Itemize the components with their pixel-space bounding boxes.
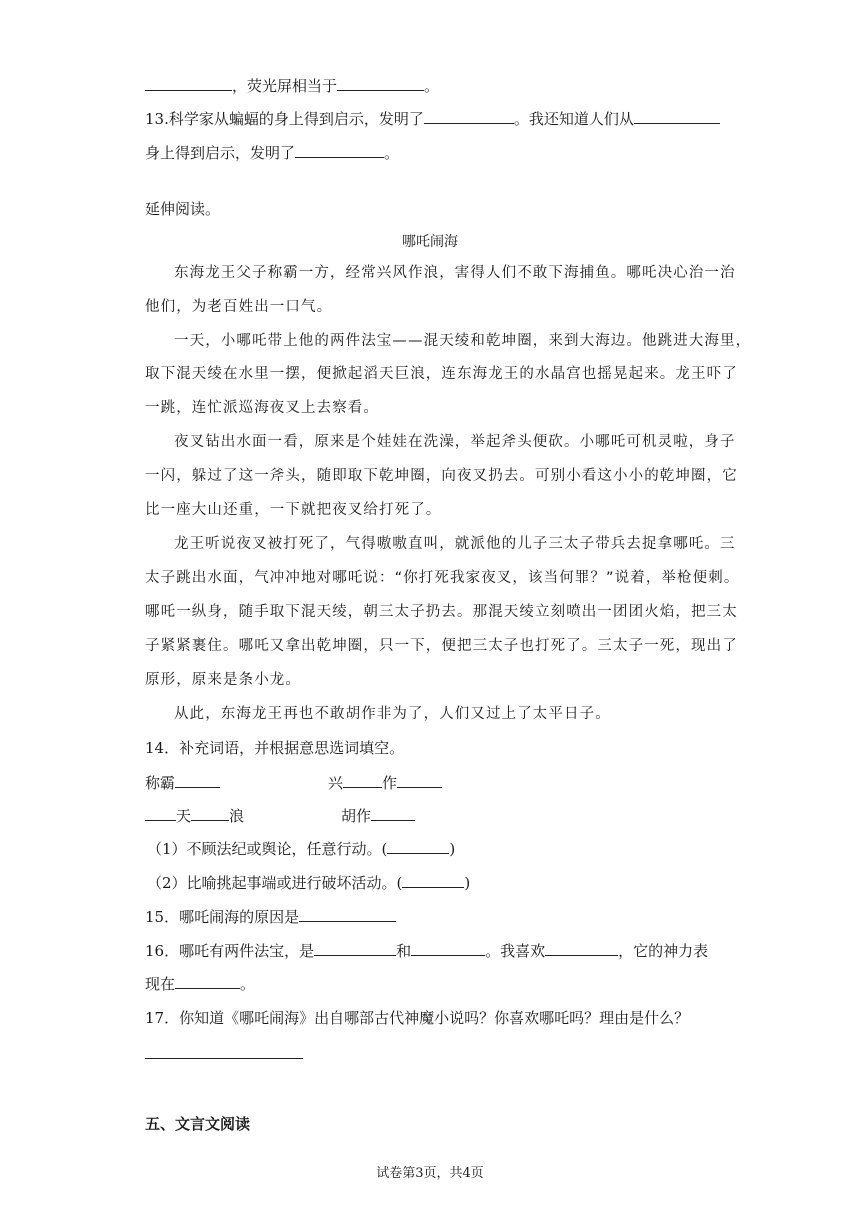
q14-blank-3[interactable] <box>397 772 442 788</box>
q12-blank-1[interactable] <box>145 75 232 91</box>
q14-blank-2[interactable] <box>343 772 382 788</box>
q13-line-2: 身上得到启示，发明了 。 <box>145 144 400 162</box>
q13-blank-2[interactable] <box>634 108 720 124</box>
story-p4-l4: 子紧紧裹住。哪吒又拿出乾坤圈，只一下，便把三太子也打死了。三太子一死，现出了 <box>145 638 738 654</box>
q12-blank-2[interactable] <box>337 75 424 91</box>
story-p2-l3: 一跳，连忙派巡海夜叉上去察看。 <box>145 400 379 416</box>
q14-item-1: （1）不顾法纪或舆论，任意行动。( ) <box>147 840 456 858</box>
q14-blank-6[interactable] <box>371 805 415 821</box>
story-p2-l1: 一天，小哪吒带上他的两件法宝——混天绫和乾坤圈，来到大海边。他跳进大海里， <box>174 333 752 349</box>
q12-text: ，荧光屏相当于 <box>232 77 338 95</box>
page-footer: 试卷第3页，共4页 <box>376 1166 484 1181</box>
q15-line: 15．哪吒闹海的原因是 <box>145 906 396 927</box>
q17-stem: 17．你知道《哪吒闹海》出自哪部古代神魔小说吗？你喜欢哪吒吗？理由是什么？ <box>145 1009 690 1027</box>
q13-blank-1[interactable] <box>424 108 514 124</box>
q15-answer[interactable] <box>299 906 396 922</box>
q13-line-1: 13.科学家从蝙蝠的身上得到启示，发明了 。我还知道人们从 <box>145 108 720 129</box>
q16-blank-2[interactable] <box>411 940 485 956</box>
q14-item2-answer[interactable] <box>402 872 464 888</box>
section-5-heading: 五、文言文阅读 <box>145 1115 251 1133</box>
story-p4-l5: 原形，原来是条小龙。 <box>145 672 301 688</box>
q14-word-2: 兴 作 <box>328 772 442 793</box>
section-extend-label: 延伸阅读。 <box>145 200 221 218</box>
q14-blank-1[interactable] <box>175 772 220 788</box>
story-p2-l2: 取下混天绫在水里一摆，便掀起滔天巨浪，连东海龙王的水晶宫也摇晃起来。龙王吓了 <box>145 366 738 382</box>
q14-item-2: （2）比喻挑起事端或进行破坏活动。( ) <box>147 874 471 892</box>
q14-blank-5[interactable] <box>191 805 229 821</box>
story-p4-l1: 龙王听说夜叉被打死了，气得嗷嗷直叫，就派他的儿子三太子带兵去捉拿哪吒。三 <box>174 536 736 552</box>
q14-stem: 14．补充词语，并根据意思选词填空。 <box>145 739 405 757</box>
q14-word-3: 天 浪 <box>145 805 244 826</box>
story-p3-l2: 一闪，躲过了这一斧头，随即取下乾坤圈，向夜叉扔去。可别小看这小小的乾坤圈，它 <box>145 468 738 484</box>
q14-word-1: 称霸 <box>145 772 220 793</box>
q16-blank-4[interactable] <box>175 973 240 989</box>
story-p3-l3: 比一座大山还重，一下就把夜叉给打死了。 <box>145 502 442 518</box>
q14-item1-answer[interactable] <box>387 838 449 854</box>
q16-blank-3[interactable] <box>545 940 618 956</box>
story-p5-l1: 从此，东海龙王再也不敢胡作非为了，人们又过上了太平日子。 <box>174 706 611 722</box>
story-title: 哪吒闹海 <box>402 234 458 250</box>
story-p1-l1: 东海龙王父子称霸一方，经常兴风作浪，害得人们不敢下海捕鱼。哪吒决心治一治 <box>174 265 736 281</box>
q16-blank-1[interactable] <box>314 940 396 956</box>
q17-answer-line[interactable] <box>145 1058 303 1059</box>
q16-line-2: 现在 。 <box>145 975 256 993</box>
q12-line: ，荧光屏相当于 。 <box>145 75 439 96</box>
story-p1-l2: 他们，为老百姓出一口气。 <box>145 299 333 315</box>
story-p4-l3: 哪吒一纵身，随手取下混天绫，朝三太子扔去。那混天绫立刻喷出一团团火焰，把三太 <box>145 604 738 620</box>
q16-line-1: 16．哪吒有两件法宝，是 和 。我喜欢 ，它的神力表 <box>145 942 709 960</box>
q14-word-4: 胡作 <box>341 805 415 826</box>
story-p4-l2: 太子跳出水面，气冲冲地对哪吒说：“你打死我家夜叉，该当何罪？”说着，举枪便刺。 <box>145 570 740 586</box>
story-p3-l1: 夜叉钻出水面一看，原来是个娃娃在洗澡，举起斧头便砍。小哪吒可机灵啦，身子 <box>174 434 736 450</box>
q14-blank-4[interactable] <box>145 805 176 821</box>
q13-blank-3[interactable] <box>295 142 384 158</box>
